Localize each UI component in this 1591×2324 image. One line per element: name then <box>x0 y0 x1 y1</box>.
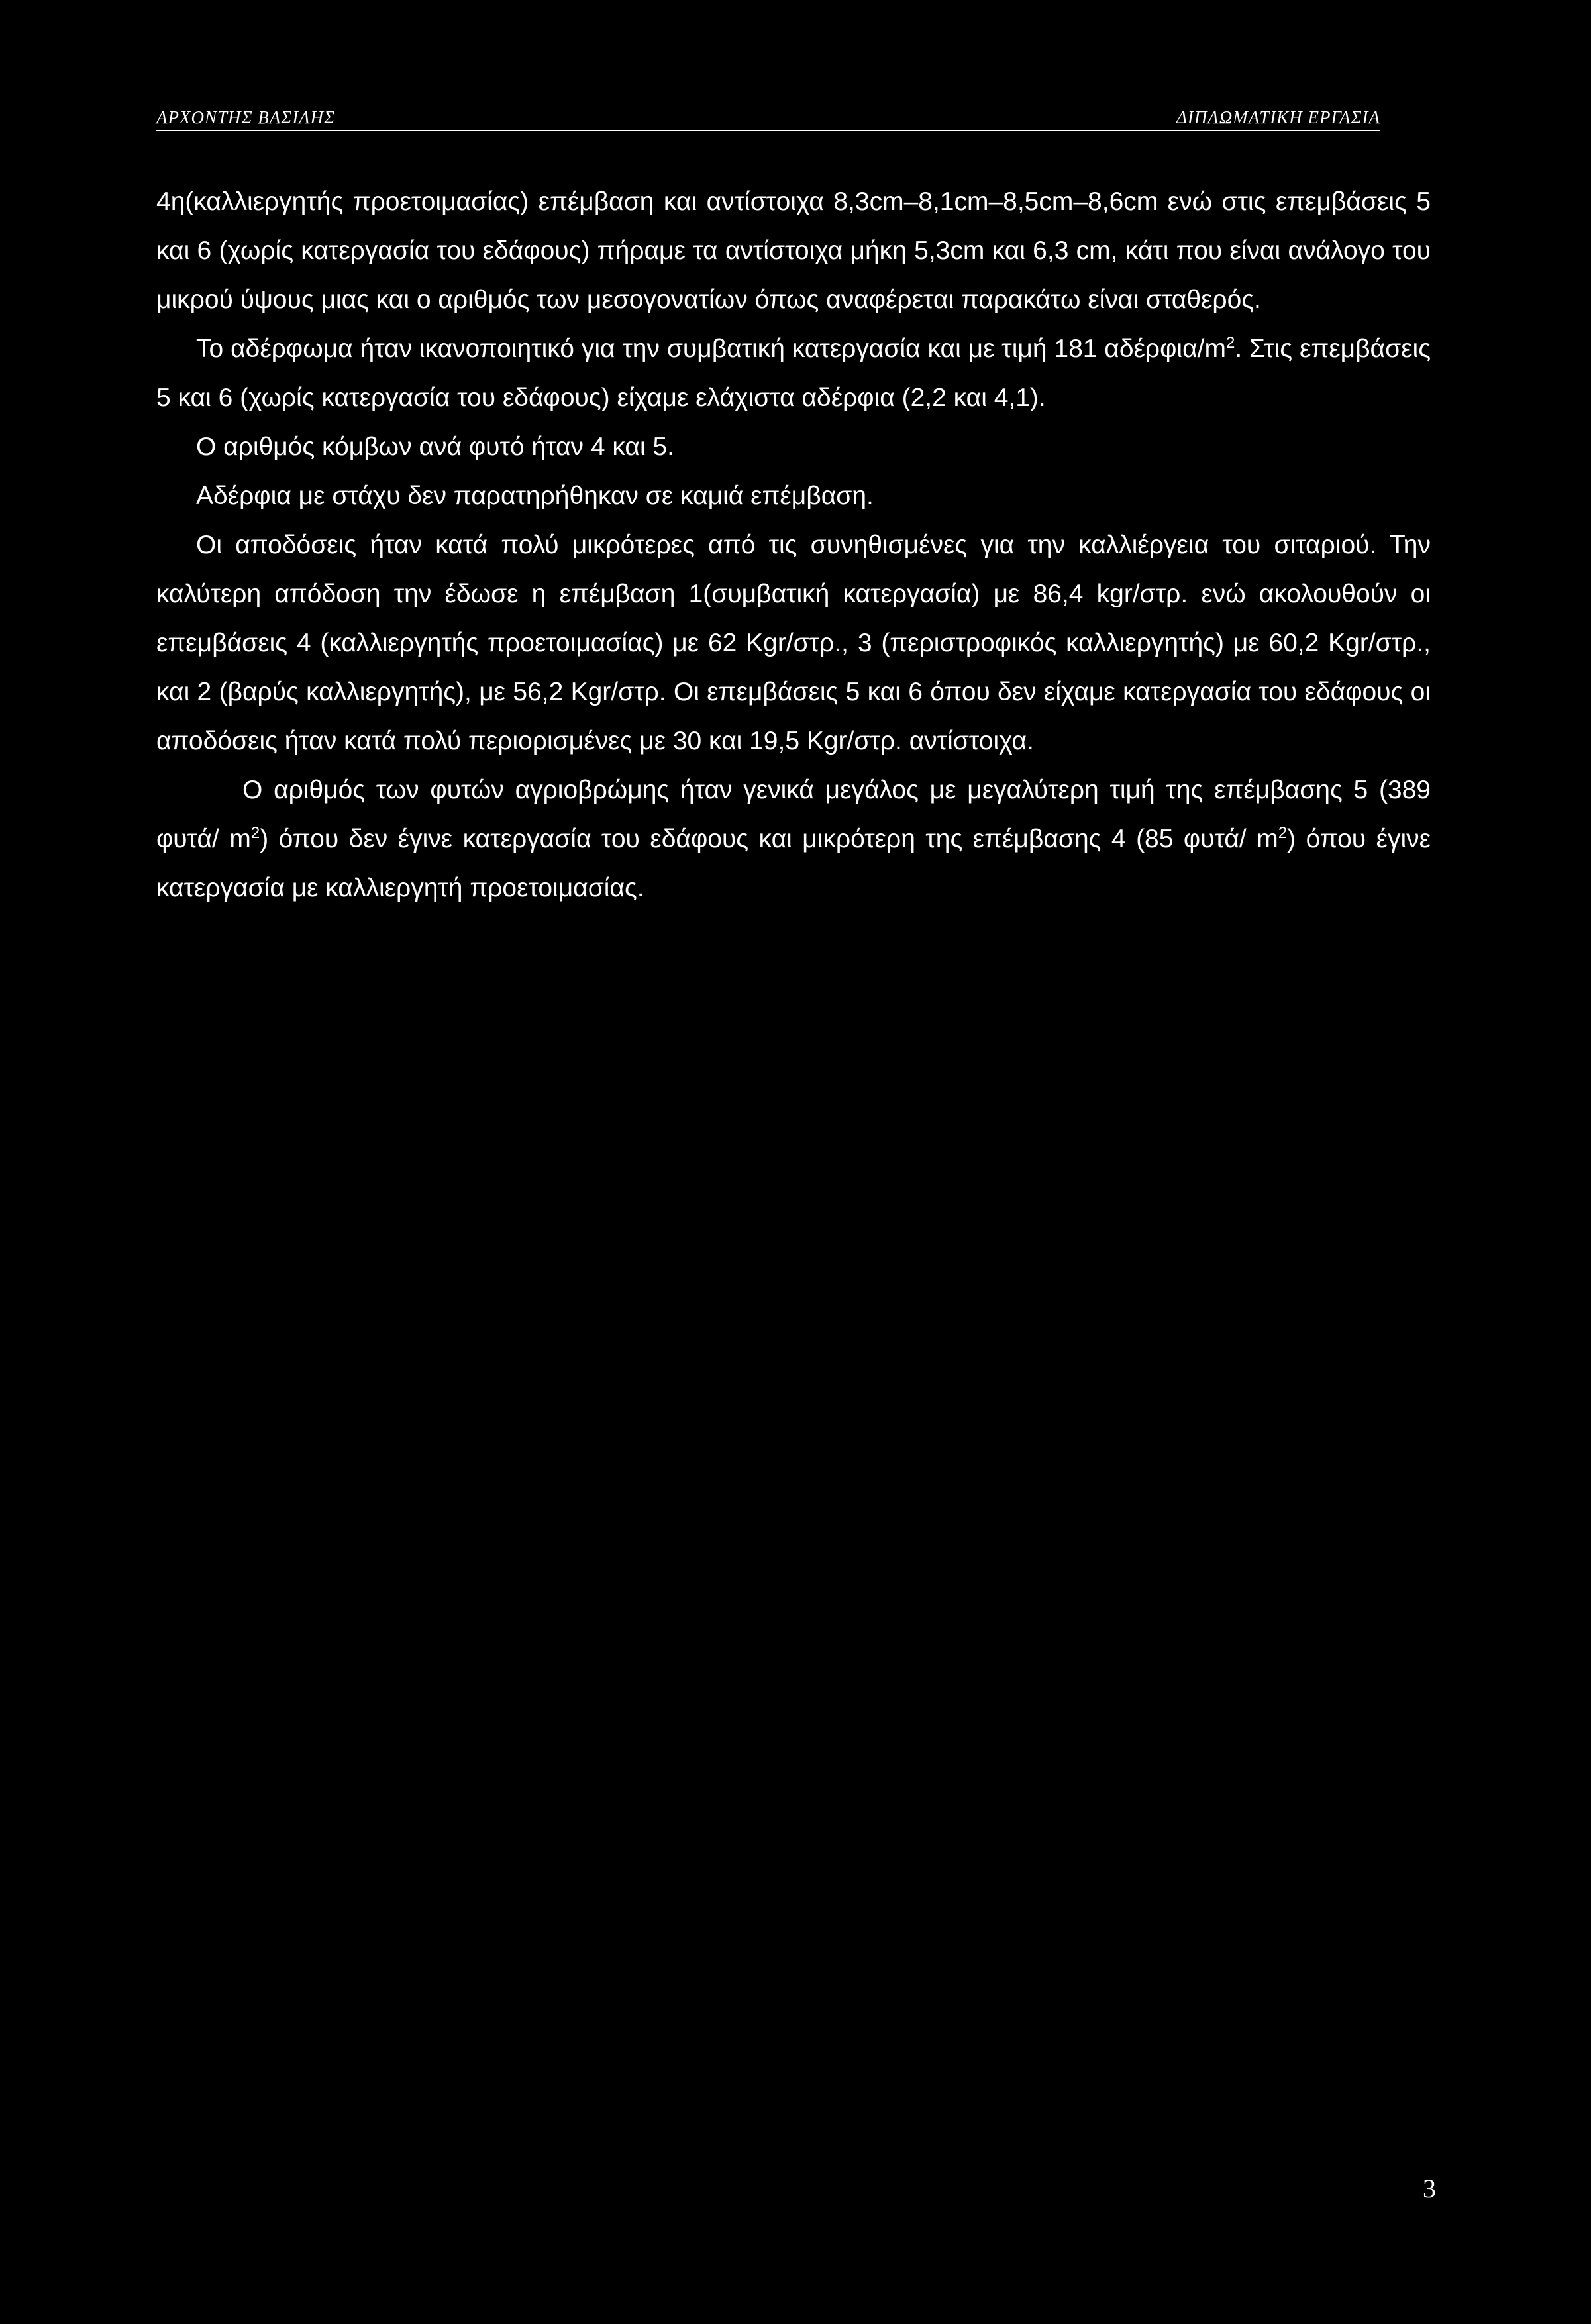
paragraph-wild-oat <box>156 766 1431 913</box>
paragraph-wild-oat-text-c: ) όπου έγινε κατεργασία με καλλιεργητή προετοιμασίας. <box>156 825 1431 902</box>
paragraph-yields: Οι αποδόσεις ήταν κατά πολύ μικρότερες από τις συνηθισμένες για την καλλιέργεια του σιταριού. Την καλύτερη απόδοση την έδωσε η επέμβαση 1(συμβατική κατεργασία) με 86,4 kgr/στρ. ενώ ακολουθούν οι επεμβάσεις 4 (καλλιεργητής προετοιμασίας) με 62 Kgr/στρ., 3 (περιστροφικός καλλιεργητής) με 60,2 Kgr/στρ., και 2 (βαρύς καλλιεργητής), με 56,2 Kgr/στρ. Οι επεμβάσεις 5 και 6 όπου δεν είχαμε κατεργασία του εδάφους οι αποδόσεις ήταν κατά πολύ περιορισμένες με 30 και 19,5 Kgr/στρ. αντίστοιχα. <box>156 531 1431 755</box>
paragraph-stem-length: 4η(καλλιεργητής προετοιμασίας) επέμβαση και αντίστοιχα 8,3cm–8,1cm–8,5cm–8,6cm ενώ στις επεμβάσεις 5 και 6 (χωρίς κατεργασία του εδάφους) πήραμε τα αντίστοιχα μήκη 5,3cm και 6,3 cm, κάτι που είναι ανάλογο του μικρού ύψους μιας και ο αριθμός των μεσογονατίων όπως αναφέρεται παρακάτω είναι σταθερός. <box>156 187 1431 314</box>
superscript: 2 <box>250 824 260 842</box>
paragraph-wild-oat-text-a: Ο αριθμός των φυτών αγριοβρώμης ήταν γενικά μεγάλος με μεγαλύτερη τιμή της επέμβασης 5 (389 φυτά/ m <box>156 776 1431 853</box>
document-body <box>156 178 1431 913</box>
header-title: ΔΙΠΛΩΜΑΤΙΚΗ ΕΡΓΑΣΙΑ <box>1176 107 1380 127</box>
paragraph-wild-oat-text-b: ) όπου δεν έγινε κατεργασία του εδάφους και μικρότερη της επέμβασης 4 (85 φυτά/ m <box>260 825 1278 853</box>
paragraph-tillering-text-b: . Στις επεμβάσεις 5 και 6 (χωρίς κατεργασία του εδάφους) είχαμε ελάχιστα αδέρφια (2,2 και 4,1). <box>156 335 1431 412</box>
page-number: 3 <box>1423 2174 1436 2203</box>
paragraph-tillering-text-a: Το αδέρφωμα ήταν ικανοποιητικό για την συμβατική κατεργασία και με τιμή 181 αδέρφια/m <box>196 335 1226 363</box>
superscript: 2 <box>1278 824 1288 842</box>
paragraph-nodes: Ο αριθμός κόμβων ανά φυτό ήταν 4 και 5. <box>196 433 674 461</box>
paragraph-tillering <box>156 325 1431 423</box>
header-rule <box>156 130 1380 131</box>
superscript: 2 <box>1225 334 1235 352</box>
header-author: ΑΡΧΟΝΤΗΣ ΒΑΣΙΛΗΣ <box>156 107 336 127</box>
paragraph-tillers-with-ears: Αδέρφια με στάχυ δεν παρατηρήθηκαν σε καμιά επέμβαση. <box>196 482 874 510</box>
running-header <box>156 107 1380 135</box>
